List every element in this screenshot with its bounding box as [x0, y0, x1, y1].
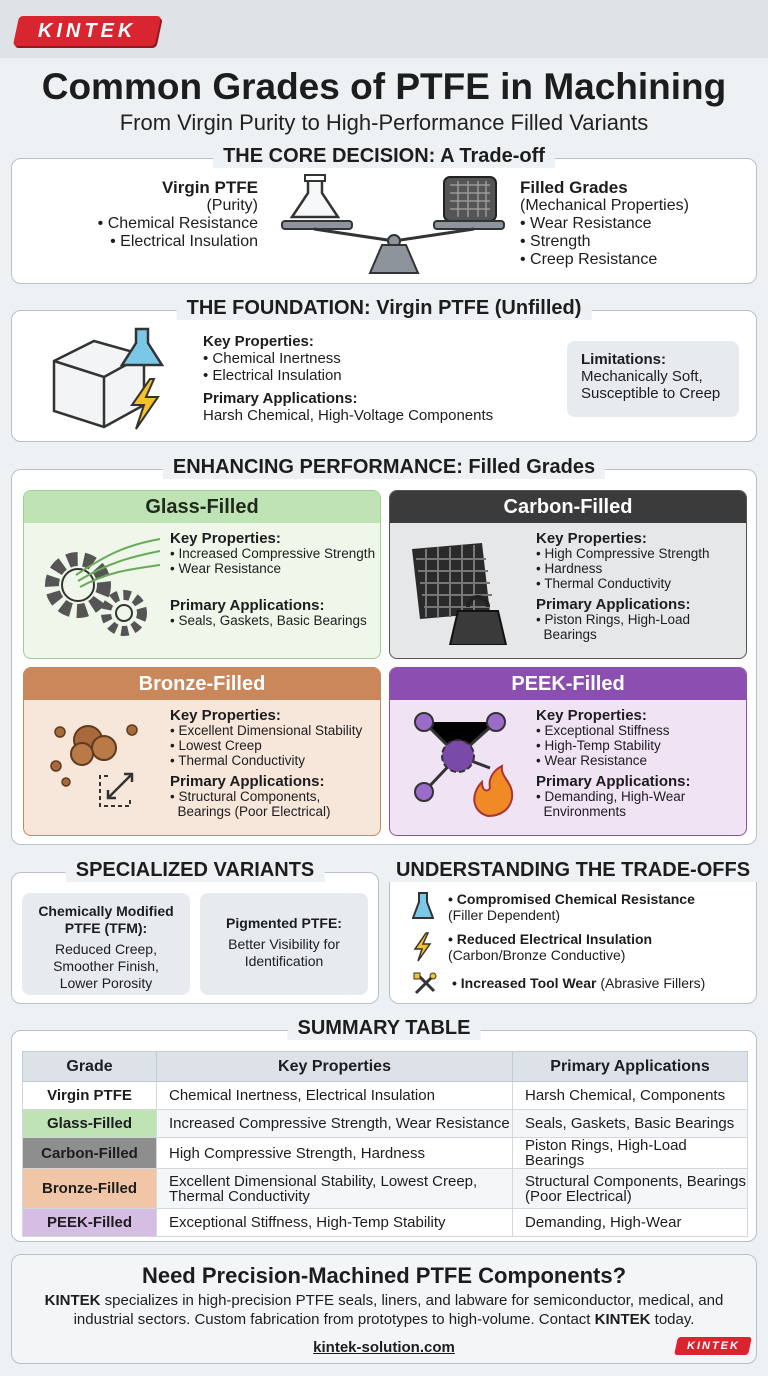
summary-title: SUMMARY TABLE — [288, 1017, 481, 1040]
applications-cell: Demanding, High-Wear — [513, 1209, 748, 1237]
property-item: • Increased Compressive Strength — [170, 546, 376, 561]
carbon-weave-weight-icon — [402, 535, 532, 645]
filled-heading: Filled Grades — [520, 178, 628, 197]
property-item: • Wear Resistance — [536, 753, 648, 768]
page-subtitle: From Virgin Purity to High-Performance Filled Variants — [119, 110, 649, 135]
tfm-line: Lower Porosity — [59, 975, 153, 991]
grade-cell: Glass-Filled — [23, 1110, 157, 1138]
glass-filled-card — [23, 490, 381, 659]
card-title: Bronze-Filled — [24, 668, 380, 700]
peek-filled-card — [389, 667, 747, 836]
table-row — [23, 1110, 748, 1138]
application-item: Bearings (Poor Electrical) — [170, 804, 331, 819]
tfm-box — [22, 893, 190, 995]
pigmented-line: Identification — [244, 953, 324, 969]
filled-grades-panel — [11, 456, 757, 845]
key-properties-heading: Key Properties: — [170, 530, 281, 547]
property-item: • High Compressive Strength — [536, 546, 710, 561]
card-details — [170, 531, 375, 628]
cta-panel — [11, 1254, 757, 1364]
grade-cell: PEEK-Filled — [23, 1209, 157, 1237]
limitations-heading: Limitations: — [581, 351, 666, 368]
limitation-line: Mechanically Soft, — [581, 368, 703, 385]
flask-icon — [292, 175, 338, 217]
foundation-panel — [11, 297, 757, 442]
applications-heading: Primary Applications: — [170, 773, 325, 790]
key-properties-heading: Key Properties: — [170, 707, 281, 724]
grade-cell: Virgin PTFE — [23, 1082, 157, 1110]
property-item: • Lowest Creep — [170, 738, 262, 753]
tradeoff-rest: (Filler Dependent) — [448, 907, 561, 923]
filled-column — [520, 179, 740, 269]
flame-icon — [474, 766, 512, 816]
application-item: • Seals, Gaskets, Basic Bearings — [170, 613, 367, 628]
filled-grades-title: ENHANCING PERFORMANCE: Filled Grades — [163, 456, 605, 479]
column-header: Primary Applications — [513, 1052, 748, 1082]
applications-text: Harsh Chemical, High-Voltage Components — [203, 407, 494, 424]
core-decision-title: THE CORE DECISION: A Trade-off — [213, 145, 555, 168]
ptfe-block-icon — [48, 321, 178, 433]
tradeoff-item — [412, 931, 652, 963]
column-header: Key Properties — [157, 1052, 513, 1082]
card-title: PEEK-Filled — [390, 668, 746, 700]
bronze-filled-card — [23, 667, 381, 836]
tradeoffs-panel — [389, 859, 757, 1004]
applications-cell: Seals, Gaskets, Basic Bearings — [513, 1110, 748, 1138]
table-row — [23, 1082, 748, 1110]
limitations-box — [567, 341, 739, 417]
grade-cell: Carbon-Filled — [23, 1138, 157, 1169]
property-item: • Electrical Insulation — [203, 367, 342, 384]
properties-cell: Increased Compressive Strength, Wear Resistance — [157, 1110, 513, 1138]
tradeoffs-title: UNDERSTANDING THE TRADE-OFFS — [386, 859, 760, 882]
property-item: • Chemical Inertness — [203, 350, 341, 367]
table-row — [23, 1169, 748, 1209]
key-properties-heading: Key Properties: — [536, 707, 647, 724]
applications-cell: Piston Rings, High-Load Bearings — [513, 1138, 748, 1169]
filled-item: • Wear Resistance — [520, 215, 652, 232]
kintek-logo[interactable]: KINTEK — [13, 16, 161, 46]
tradeoff-item — [412, 971, 705, 997]
card-details — [536, 531, 710, 642]
column-header: Grade — [23, 1052, 157, 1082]
card-title: Carbon-Filled — [390, 491, 746, 523]
applications-cell: Harsh Chemical, Components — [513, 1082, 748, 1110]
core-decision-panel — [11, 145, 757, 284]
table-row — [23, 1138, 748, 1169]
application-item: • Demanding, High-Wear — [536, 789, 686, 804]
property-item: • Excellent Dimensional Stability — [170, 723, 363, 738]
filled-item: • Creep Resistance — [520, 251, 658, 268]
virgin-item: • Chemical Resistance — [97, 215, 258, 232]
cta-title: Need Precision-Machined PTFE Components? — [141, 1263, 627, 1288]
page-title: Common Grades of PTFE in Machining — [41, 66, 727, 107]
website-link[interactable]: kintek-solution.com — [313, 1339, 455, 1356]
key-properties-heading: Key Properties: — [203, 333, 314, 350]
brand-name: KINTEK — [594, 1311, 651, 1328]
flask-icon — [122, 329, 162, 365]
applications-cell: Structural Components, Bearings (Poor Electrical) — [513, 1169, 748, 1209]
key-properties-heading: Key Properties: — [536, 530, 647, 547]
card-details — [170, 708, 362, 819]
cta-text-end: today. — [650, 1311, 695, 1328]
property-item: • High-Temp Stability — [536, 738, 661, 753]
balance-scale-icon — [274, 173, 514, 279]
virgin-column — [78, 179, 258, 251]
application-item: Environments — [536, 804, 627, 819]
virgin-item: • Electrical Insulation — [110, 233, 258, 250]
kintek-logo-small[interactable]: KINTEK — [674, 1337, 752, 1355]
tools-icon — [412, 971, 438, 997]
summary-table — [22, 1051, 748, 1237]
pigmented-box — [200, 893, 368, 995]
foundation-details — [203, 333, 493, 424]
application-item: • Piston Rings, High-Load — [536, 612, 691, 627]
cta-body — [12, 1291, 756, 1329]
pigmented-heading: Pigmented PTFE: — [226, 915, 342, 931]
table-row — [23, 1209, 748, 1237]
brand-name: KINTEK — [44, 1292, 101, 1309]
specialized-variants-panel — [11, 859, 379, 1004]
mesh-icon — [444, 177, 496, 221]
filled-item: • Strength — [520, 233, 591, 250]
tfm-heading: Chemically Modified — [38, 903, 174, 919]
tradeoff-bold: • Compromised Chemical Resistance — [448, 891, 695, 907]
tradeoff-bold: • Increased Tool Wear — [452, 975, 597, 991]
applications-heading: Primary Applications: — [203, 390, 358, 407]
foundation-title: THE FOUNDATION: Virgin PTFE (Unfilled) — [177, 297, 592, 320]
cta-text: specializes in high-precision PTFE seals, liners, and labware for semiconductor, medical, and industrial sectors. Custom fabrication from prototypes to high-volume. Contact — [73, 1292, 724, 1328]
virgin-sub: (Purity) — [206, 197, 258, 214]
pigmented-line: Better Visibility for — [228, 936, 340, 952]
carbon-filled-card — [389, 490, 747, 659]
card-title: Glass-Filled — [24, 491, 380, 523]
application-item: Bearings — [536, 627, 597, 642]
properties-cell: Exceptional Stiffness, High-Temp Stability — [157, 1209, 513, 1237]
specialized-title: SPECIALIZED VARIANTS — [66, 859, 325, 882]
filled-sub: (Mechanical Properties) — [520, 197, 689, 214]
tradeoff-item — [412, 891, 695, 923]
property-item: • Exceptional Stiffness — [536, 723, 670, 738]
properties-cell: Chemical Inertness, Electrical Insulation — [157, 1082, 513, 1110]
limitation-line: Susceptible to Creep — [581, 385, 721, 402]
applications-heading: Primary Applications: — [536, 596, 691, 613]
tradeoff-rest: (Abrasive Fillers) — [600, 975, 706, 991]
tfm-line: Reduced Creep, — [55, 941, 157, 957]
property-item: • Thermal Conductivity — [170, 753, 306, 768]
property-item: • Hardness — [536, 561, 603, 576]
grade-cell: Bronze-Filled — [23, 1169, 157, 1209]
property-item: • Wear Resistance — [170, 561, 282, 576]
molecule-flame-icon — [402, 712, 532, 822]
applications-heading: Primary Applications: — [536, 773, 691, 790]
flask-icon — [412, 891, 434, 923]
gear-fiber-icon — [36, 535, 166, 645]
tradeoff-bold: • Reduced Electrical Insulation — [448, 931, 653, 947]
application-item: • Structural Components, — [170, 789, 321, 804]
tfm-line: Smoother Finish, — [53, 958, 159, 974]
summary-table-panel — [11, 1017, 757, 1242]
virgin-heading: Virgin PTFE — [161, 178, 258, 197]
bronze-particles-icon — [36, 712, 166, 822]
properties-cell: Excellent Dimensional Stability, Lowest Creep, Thermal Conductivity — [157, 1169, 513, 1209]
tradeoff-rest: (Carbon/Bronze Conductive) — [448, 947, 626, 963]
lightning-icon — [412, 931, 434, 963]
properties-cell: High Compressive Strength, Hardness — [157, 1138, 513, 1169]
property-item: • Thermal Conductivity — [536, 576, 672, 591]
card-details — [536, 708, 690, 819]
tfm-heading: PTFE (TFM): — [64, 920, 148, 936]
applications-heading: Primary Applications: — [170, 597, 325, 614]
